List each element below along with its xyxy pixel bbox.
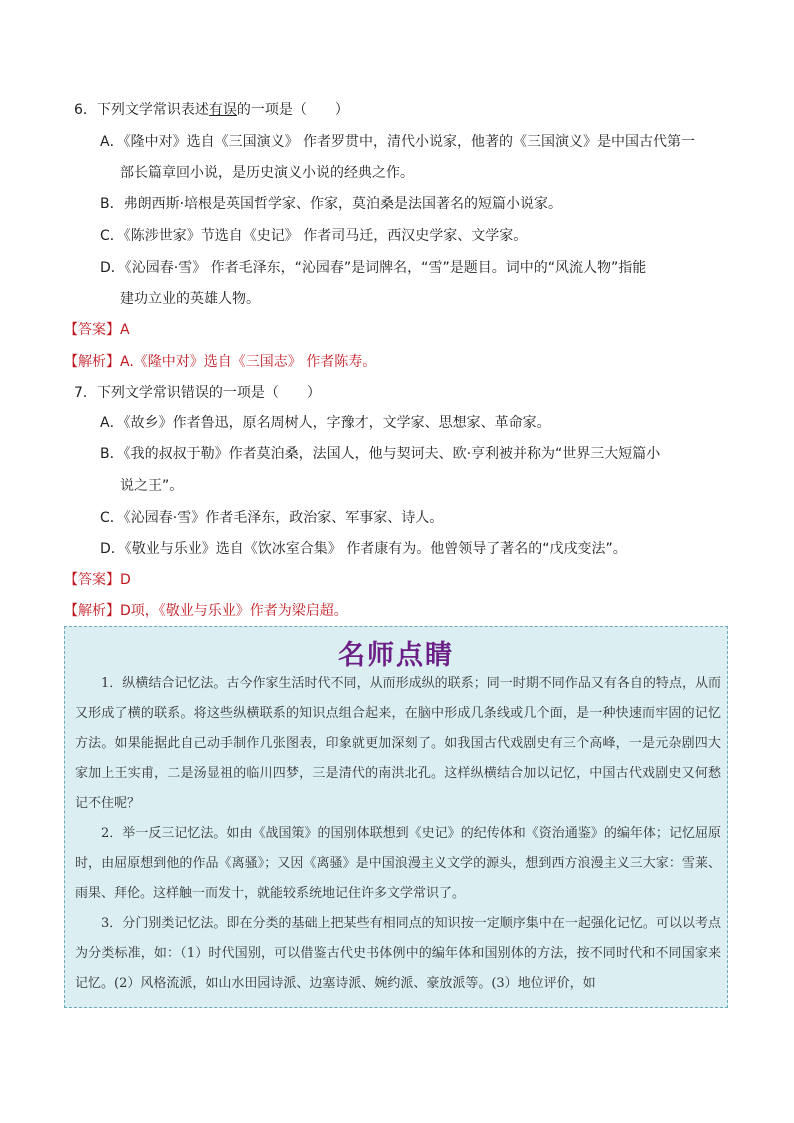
tips-paragraph-2: 2．举一反三记忆法。如由《战国策》的国别体联想到《史记》的纪传体和《资治通鉴》的编年体；记忆屈原时，由屈原想到他的作品《离骚》；又因《离骚》是中国浪漫主义文学的源头，想到西方浪漫主义三大家：雪莱、雨果、拜伦。这样触一而发十，就能较系统地记住许多文学常识了。 (75, 826, 721, 901)
question-7-option-b-cont: 说之王”。 (120, 478, 184, 494)
question-6-option-b: B．弗朗西斯·培根是英国哲学家、作家，莫泊桑是法国著名的短篇小说家。 (100, 196, 563, 212)
question-6-emphasis: 有误 (208, 102, 237, 118)
question-7-option-b: B．《我的叔叔于勒》作者莫泊桑，法国人，他与契诃夫、欧·亨利被并称为“世界三大短篇小 (100, 446, 661, 462)
question-6-option-d-cont: 建功立业的英雄人物。 (120, 291, 260, 307)
question-6-option-a: A．《隆中对》选自《三国演义》 作者罗贯中，清代小说家，他著的《三国演义》是中国古代第一 (100, 134, 696, 150)
tips-title: 名师点睛 (338, 640, 454, 671)
question-6-option-a-cont: 部长篇章回小说，是历史演义小说的经典之作。 (120, 165, 414, 181)
tips-paragraph-1: 1．纵横结合记忆法。古今作家生活时代不同，从而形成纵的联系；同一时期不同作品又有各自的特点，从而又形成了横的联系。将这些纵横联系的知识点组合起来，在脑中形成几条线或几个面，是一种快速而牢固的记忆方法。如果能据此自己动手制作几张图表，印象就更加深刻了。如我国古代戏剧史有三个高峰，一是元杂剧四大家加上王实甫，二是汤显祖的临川四梦，三是清代的南洪北孔。这样纵横结合加以记忆，中国古代戏剧史又何愁记不住呢？ (75, 676, 721, 811)
tips-paragraph-3: 3．分门别类记忆法。即在分类的基础上把某些有相同点的知识按一定顺序集中在一起强化记忆。可以以考点为分类标准，如：（1）时代国别，可以借鉴古代史书体例中的编年体和国别体的方法，按不同时代和不同国家来记忆。(2）风格流派，如山水田园诗派、边塞诗派、婉约派、豪放派等。(3）地位评价，如 (75, 916, 721, 991)
question-6-answer: 【答案】A (64, 322, 130, 338)
question-7-answer: 【答案】D (64, 572, 131, 588)
question-7-option-a: A．《故乡》作者鲁迅，原名周树人，字豫才，文学家、思想家、革命家。 (100, 415, 551, 431)
question-6-option-c: C．《陈涉世家》节选自《史记》 作者司马迁，西汉史学家、文学家。 (100, 228, 528, 244)
question-7-option-c: C．《沁园春·雪》作者毛泽东，政治家、军事家、诗人。 (100, 510, 444, 526)
question-6-stem: 6．下列文学常识表述有误的一项是（ ） (74, 102, 349, 118)
question-7-option-d: D．《敬业与乐业》选自《饮冰室合集》 作者康有为。他曾领导了著名的“戊戌变法”。 (100, 541, 627, 557)
question-7-stem: 7．下列文学常识错误的一项是（ ） (74, 385, 321, 401)
tips-box (64, 626, 728, 1008)
question-6-option-d: D．《沁园春·雪》 作者毛泽东，“沁园春”是词牌名，“雪”是题目。词中的“风流人物”指能 (100, 260, 647, 276)
question-6-analysis: 【解析】A.《隆中对》选自《三国志》 作者陈寿。 (64, 354, 377, 370)
question-7-analysis: 【解析】D项，《敬业与乐业》作者为梁启超。 (64, 603, 348, 619)
